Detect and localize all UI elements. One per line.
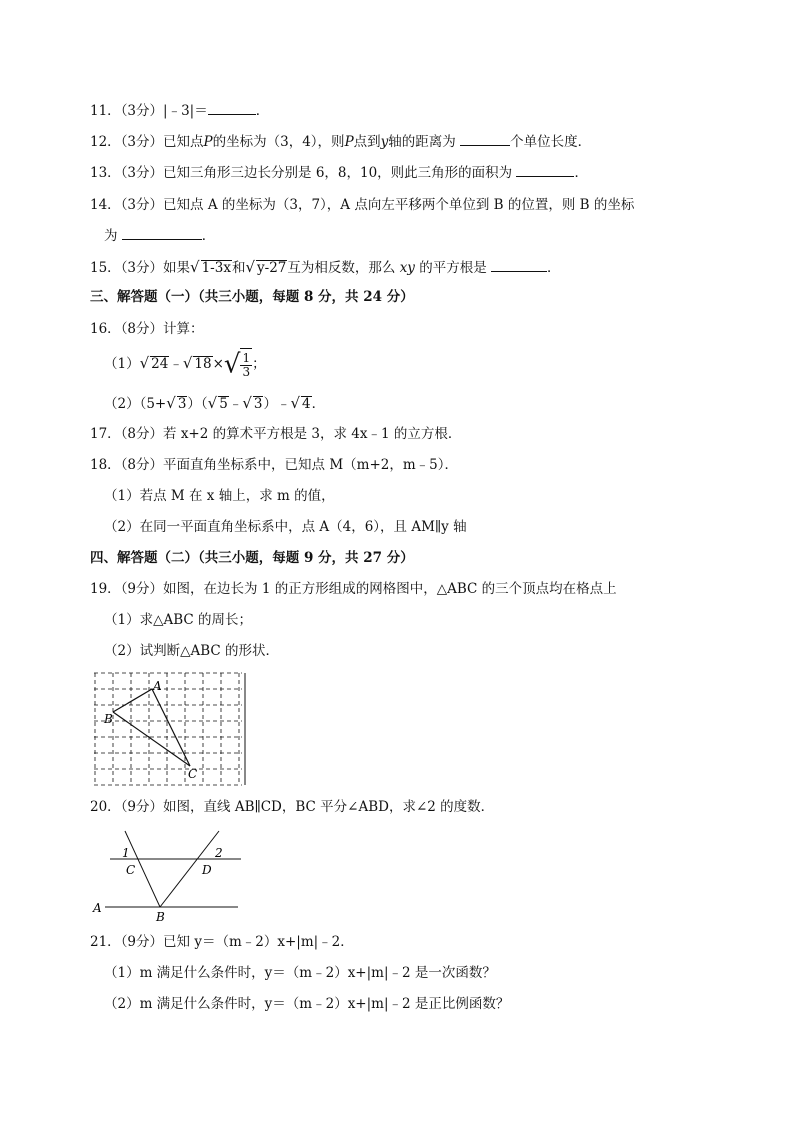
triangle-abc	[113, 689, 190, 766]
question-text: 已知三角形三边长分别是 6，8，10，则此三角形的面积为	[163, 165, 513, 181]
question-18	[90, 456, 458, 474]
angle-2-label: 2	[215, 846, 223, 860]
angle-1-label: 1	[122, 846, 130, 860]
denominator: 3	[242, 365, 251, 379]
question-text: 的坐标为（3，4），则	[212, 134, 345, 150]
question-text: 的平方根是	[419, 260, 487, 276]
radicand: 3	[177, 396, 187, 412]
question-21	[90, 933, 354, 951]
question-16-part-2	[104, 394, 325, 413]
question-text: |﹣3|＝	[163, 103, 208, 119]
question-19-part-1: （1）求△ABC 的周长；	[104, 612, 253, 628]
question-text: 已知 y＝（m﹣2）x+|m|﹣2．	[163, 934, 354, 950]
question-14-cont	[104, 227, 215, 245]
question-text: 为	[104, 228, 118, 244]
question-score: （3分）	[120, 134, 164, 150]
question-text: 若 x+2 的算术平方根是 3，求 4x﹣1 的立方根．	[163, 426, 462, 442]
question-19-part-2: （2）试判断△ABC 的形状．	[104, 643, 280, 659]
question-number: 14．	[90, 197, 121, 213]
label-b: B	[104, 712, 113, 726]
question-score: （3分）	[120, 165, 164, 181]
answer-blank	[491, 259, 547, 272]
expression: ）﹣	[263, 396, 291, 412]
answer-blank	[208, 102, 256, 115]
radical-sign: √	[290, 394, 301, 412]
part-label: （1）	[104, 356, 140, 372]
dashed-grid	[94, 673, 242, 785]
question-number: 18．	[90, 457, 121, 473]
question-score: （8分）	[120, 457, 164, 473]
radicand: 5	[219, 396, 228, 412]
question-14	[90, 196, 634, 214]
question-number: 15．	[90, 260, 121, 276]
answer-blank	[460, 133, 510, 146]
grid-triangle-figure	[92, 670, 252, 788]
parallel-lines-figure	[92, 828, 252, 926]
question-text: 和	[231, 260, 246, 276]
question-text: 如图，在边长为 1 的正方形组成的网格图中，△ABC 的三个顶点均在格点上	[163, 581, 617, 597]
question-number: 17．	[90, 426, 121, 442]
question-15	[90, 258, 561, 277]
question-18-part-1: （1）若点 M 在 x 轴上，求 m 的值，	[104, 488, 335, 504]
label-c: C	[188, 767, 198, 781]
question-text: 如果	[163, 260, 191, 276]
numerator: 1	[242, 351, 251, 365]
question-text: 计算：	[163, 321, 204, 337]
question-19	[90, 580, 617, 598]
variable: xy	[399, 260, 415, 276]
variable: y	[380, 134, 389, 150]
radical-sign: √	[245, 258, 256, 276]
question-number: 20．	[90, 799, 121, 815]
question-score: （3分）	[120, 260, 164, 276]
fraction	[240, 352, 252, 379]
radicand: 18	[194, 356, 212, 372]
question-text: 个单位长度．	[510, 134, 592, 150]
question-text: 如图，直线 AB∥CD，BC 平分∠ABD，求∠2 的度数．	[163, 799, 495, 815]
question-21-part-2: （2）m 满足什么条件时，y＝（m﹣2）x+|m|﹣2 是正比例函数？	[104, 996, 510, 1012]
radical-sign: √	[166, 394, 176, 412]
radical-sign: √	[223, 349, 241, 380]
question-20	[90, 798, 494, 816]
question-17	[90, 425, 461, 443]
question-13	[90, 164, 588, 182]
radical-sign: √	[207, 394, 218, 412]
question-12	[90, 133, 591, 151]
question-text: 轴的距离为	[388, 134, 456, 150]
question-text: 点到	[353, 134, 381, 150]
radicand: 1-3x	[201, 260, 231, 276]
question-score: （9分）	[120, 581, 164, 597]
question-16-part-1	[104, 347, 266, 381]
question-18-part-2: （2）在同一平面直角坐标系中，点 A（4，6），且 AM∥y 轴	[104, 519, 467, 535]
question-text: 已知点	[163, 134, 204, 150]
punctuation: ．	[255, 103, 270, 119]
question-score: （9分）	[120, 934, 164, 950]
punctuation: ；	[252, 356, 266, 372]
question-number: 16．	[90, 321, 121, 337]
radical-sign: √	[139, 354, 150, 372]
question-number: 13．	[90, 165, 121, 181]
punctuation: ．	[311, 396, 326, 412]
question-text: 平面直角坐标系中，已知点 M（m+2，m﹣5）．	[163, 457, 458, 473]
operator: ×	[212, 356, 224, 372]
radical-sign: √	[182, 354, 193, 372]
question-score: （3分）	[120, 197, 164, 213]
question-16	[90, 320, 204, 338]
question-11	[90, 102, 269, 120]
punctuation: ．	[201, 228, 216, 244]
question-number: 19．	[90, 581, 121, 597]
label-c: C	[126, 863, 136, 877]
section-heading-4: 四、解答题（二）（共三小题，每题 9 分，共 27 分）	[90, 550, 414, 566]
punctuation: ．	[574, 165, 588, 181]
question-number: 11．	[90, 103, 121, 119]
label-b: B	[156, 910, 165, 924]
expression: ）（	[187, 396, 208, 412]
fraction-radical	[224, 348, 252, 381]
radicand: 24	[151, 356, 169, 372]
answer-blank	[122, 227, 202, 240]
punctuation: ．	[547, 260, 561, 276]
label-d: D	[202, 863, 212, 877]
variable: P	[344, 134, 354, 150]
radicand: 3	[253, 396, 263, 412]
operator: ﹣	[228, 396, 243, 412]
operator: ﹣	[169, 356, 183, 372]
part-label: （2）	[104, 396, 140, 412]
question-number: 21．	[90, 934, 121, 950]
question-number: 12．	[90, 134, 121, 150]
radicand: y-27	[257, 260, 287, 276]
question-score: （8分）	[120, 426, 164, 442]
question-text: 已知点 A 的坐标为（3，7），A 点向左平移两个单位到 B 的位置，则 B 的坐标	[163, 197, 635, 213]
question-score: （9分）	[120, 799, 164, 815]
question-text: 互为相反数，那么	[287, 260, 396, 276]
question-score: （8分）	[120, 321, 164, 337]
section-heading-3: 三、解答题（一）（共三小题，每题 8 分，共 24 分）	[90, 289, 414, 305]
expression: （5+	[139, 396, 167, 412]
answer-blank	[516, 164, 574, 177]
radical-sign: √	[190, 258, 200, 276]
radicand: 4	[302, 396, 311, 412]
variable: P	[203, 134, 213, 150]
question-21-part-1: （1）m 满足什么条件时，y＝（m﹣2）x+|m|﹣2 是一次函数？	[104, 965, 496, 981]
label-a: A	[153, 679, 162, 693]
radical-sign: √	[242, 394, 252, 412]
label-a: A	[93, 901, 102, 915]
question-score: （3分）	[120, 103, 164, 119]
